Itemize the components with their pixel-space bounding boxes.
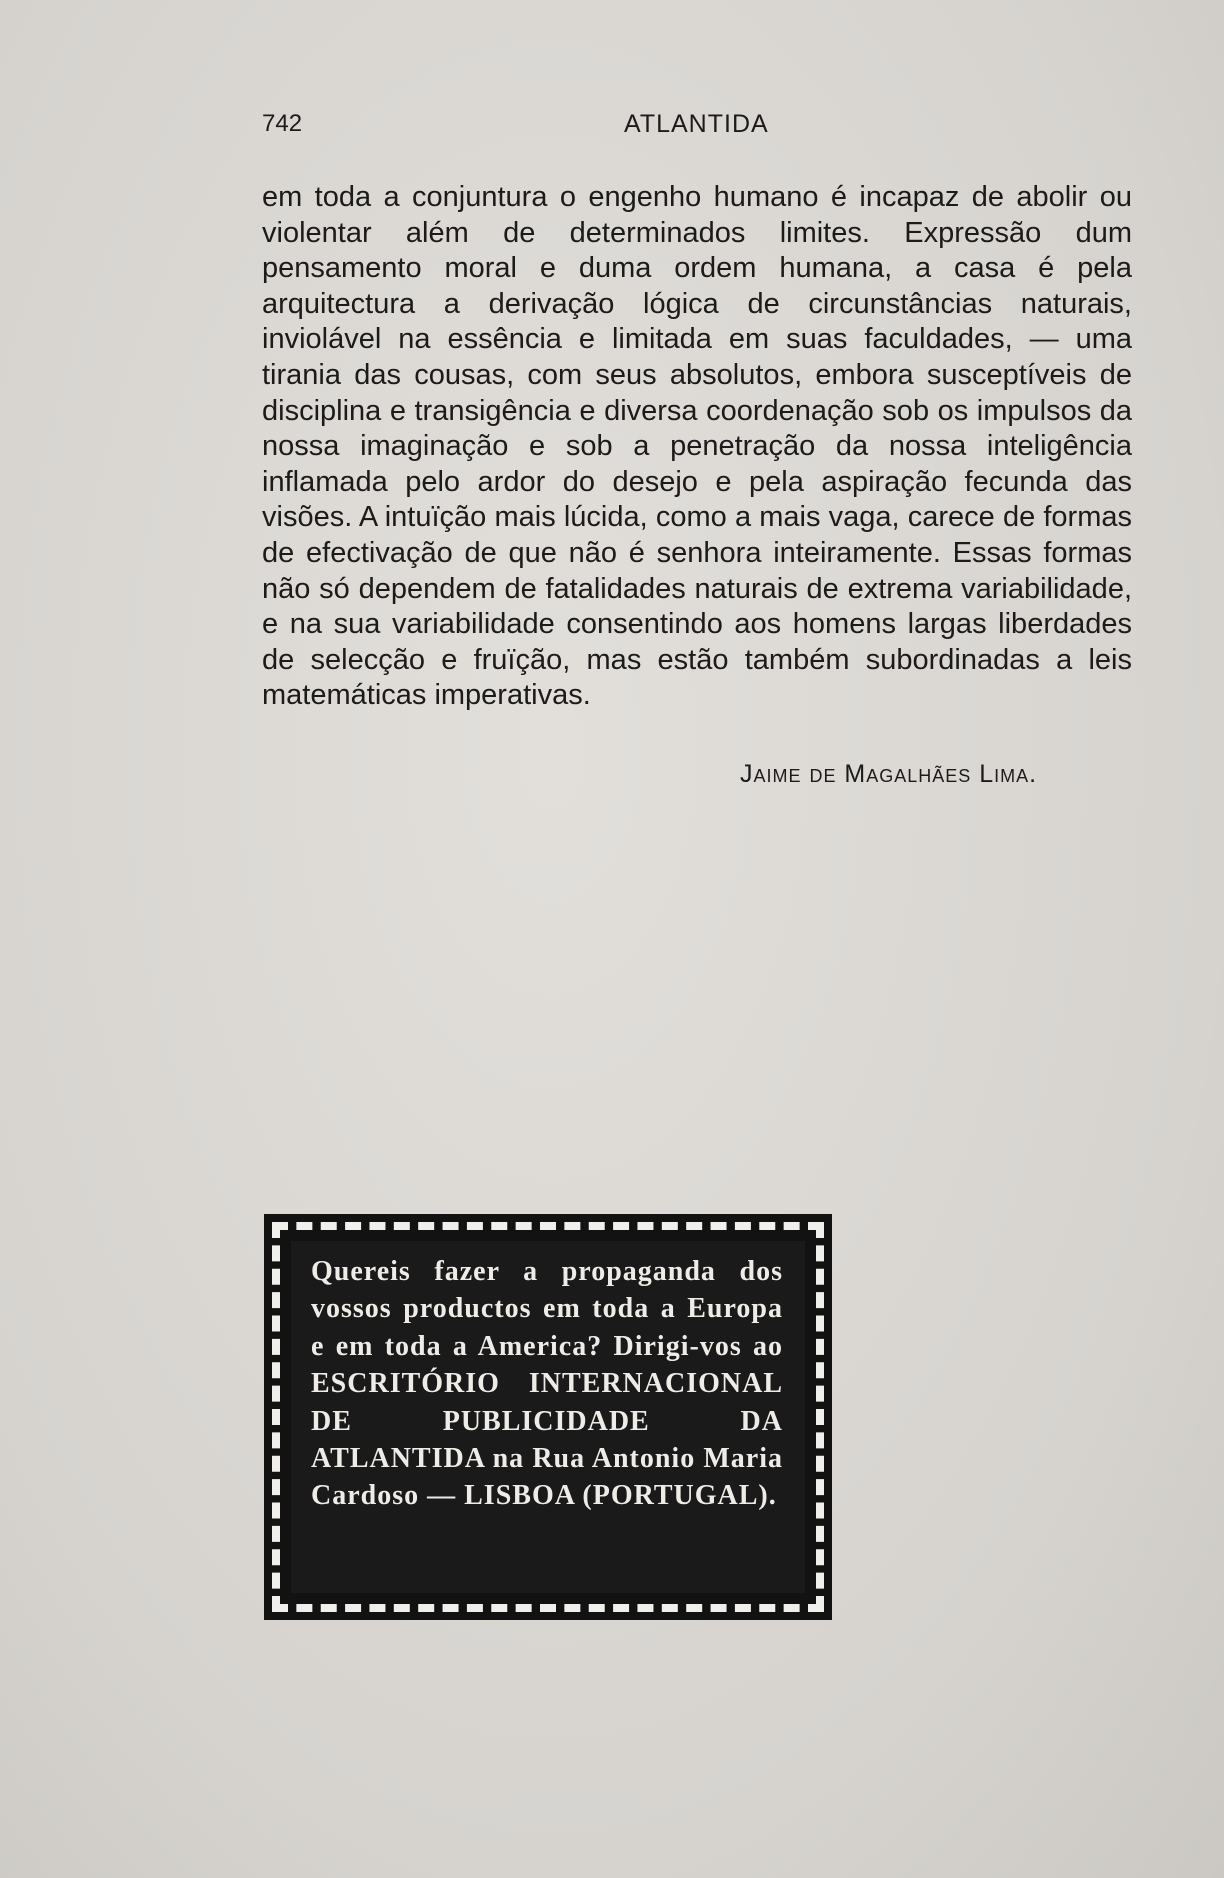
page-header — [262, 110, 776, 144]
page-number: 742 — [262, 110, 303, 137]
advertisement-box — [264, 1214, 832, 1620]
author-signature: Jaime de Magalhães Lima. — [740, 760, 1038, 788]
advertisement-text: Quereis fazer a propaganda dos vossos productos em toda a Europa e em toda a America? Dirigi-vos ao ESCRITÓRIO INTERNACIONAL DE PUBLICIDADE DA ATLANTIDA na Rua Antonio Maria Cardoso — LISBOA (PORTUGAL). — [311, 1256, 783, 1512]
article-paragraph: em toda a conjuntura o engenho humano é incapaz de abolir ou violentar além de determinados limites. Expressão dum pensamento moral e duma ordem humana, a casa é pela arquitectura a derivação lógica de circunstâncias naturais, inviolável na essência e limitada em suas faculdades, — uma tirania das cousas, com seus absolutos, embora susceptíveis de disciplina e transigência e diversa coordenação sob os impulsos da nossa imaginação e sob a penetração da nossa inteligência inflamada pelo ardor do desejo e pela aspiração fecunda das visões. A intuïção mais lúcida, como a mais vaga, carece de formas de efectivação de que não é senhora inteiramente. Essas formas não só dependem de fatalidades naturais de extrema variabilidade, e na sua variabilidade consentindo aos homens largas liberdades de selecção e fruïção, mas estão também subordinadas a leis matemáticas imperativas. — [262, 181, 1132, 712]
running-title: ATLANTIDA — [624, 110, 769, 138]
